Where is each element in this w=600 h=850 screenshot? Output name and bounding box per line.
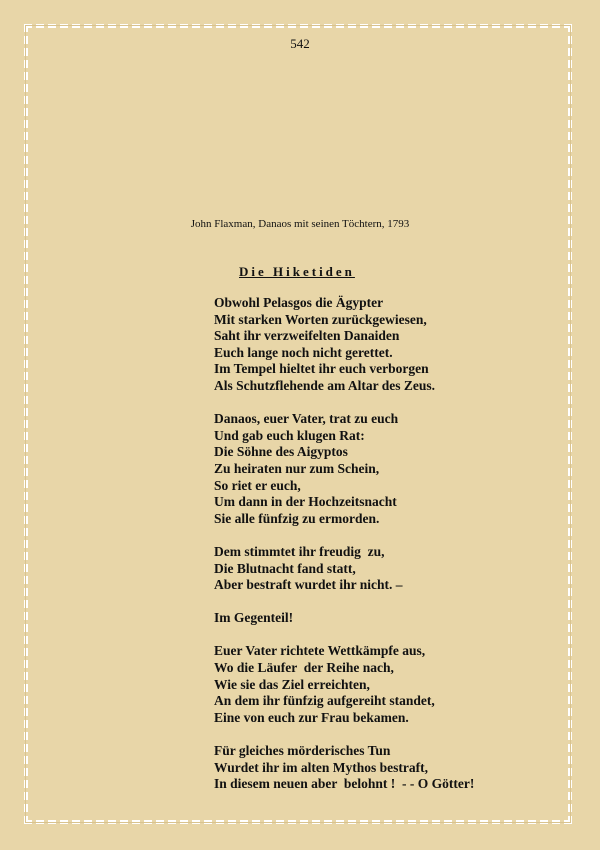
stanza bbox=[214, 544, 474, 594]
poem-title: Die Hiketiden bbox=[239, 264, 355, 279]
stanza bbox=[214, 295, 474, 395]
poem-line: Mit starken Worten zurückgewiesen, bbox=[214, 311, 427, 327]
poem-line: Wie sie das Ziel erreichten, bbox=[214, 676, 370, 692]
poem-line: Danaos, euer Vater, trat zu euch bbox=[214, 411, 399, 427]
poem-line: An dem ihr fünfzig aufgereiht standet, bbox=[214, 693, 435, 709]
poem-line: Wurdet ihr im alten Mythos bestraft, bbox=[214, 759, 428, 775]
poem-line: Die Blutnacht fand statt, bbox=[214, 560, 356, 576]
poem-line: Die Söhne des Aigyptos bbox=[214, 444, 348, 460]
poem-line: Saht ihr verzweifelten Danaiden bbox=[214, 328, 400, 344]
poem-line: In diesem neuen aber belohnt ! - - O Götter! bbox=[214, 776, 475, 792]
image-caption: John Flaxman, Danaos mit seinen Töchtern, 1793 bbox=[190, 218, 410, 230]
poem-line: Eine von euch zur Frau bekamen. bbox=[214, 709, 409, 725]
poem-line: Zu heiraten nur zum Schein, bbox=[214, 460, 380, 476]
poem-line: So riet er euch, bbox=[214, 477, 301, 493]
poem-line: Aber bestraft wurdet ihr nicht. – bbox=[214, 577, 403, 593]
poem-line: Obwohl Pelasgos die Ägypter bbox=[214, 295, 384, 310]
stanza bbox=[214, 643, 474, 726]
poem-line: Im Tempel hieltet ihr euch verborgen bbox=[214, 361, 429, 377]
poem-line: Sie alle fünfzig zu ermorden. bbox=[214, 510, 380, 526]
stanza bbox=[214, 743, 474, 793]
stanza bbox=[214, 411, 474, 527]
poem-line: Dem stimmtet ihr freudig zu, bbox=[214, 543, 385, 559]
poem-line: Um dann in der Hochzeitsnacht bbox=[214, 494, 397, 510]
poem-line: Als Schutzflehende am Altar des Zeus. bbox=[214, 377, 436, 393]
poem-line: Wo die Läufer der Reihe nach, bbox=[214, 660, 394, 676]
poem-line: Für gleiches mörderisches Tun bbox=[214, 743, 391, 759]
page-number: 542 bbox=[290, 36, 310, 51]
poem-line: Und gab euch klugen Rat: bbox=[214, 427, 365, 443]
poem-line: Euer Vater richtete Wettkämpfe aus, bbox=[214, 643, 426, 659]
poem-line: Euch lange noch nicht gerettet. bbox=[214, 344, 393, 360]
stanza bbox=[214, 610, 474, 627]
poem-line: Im Gegenteil! bbox=[214, 610, 294, 626]
poem-body bbox=[214, 295, 474, 793]
